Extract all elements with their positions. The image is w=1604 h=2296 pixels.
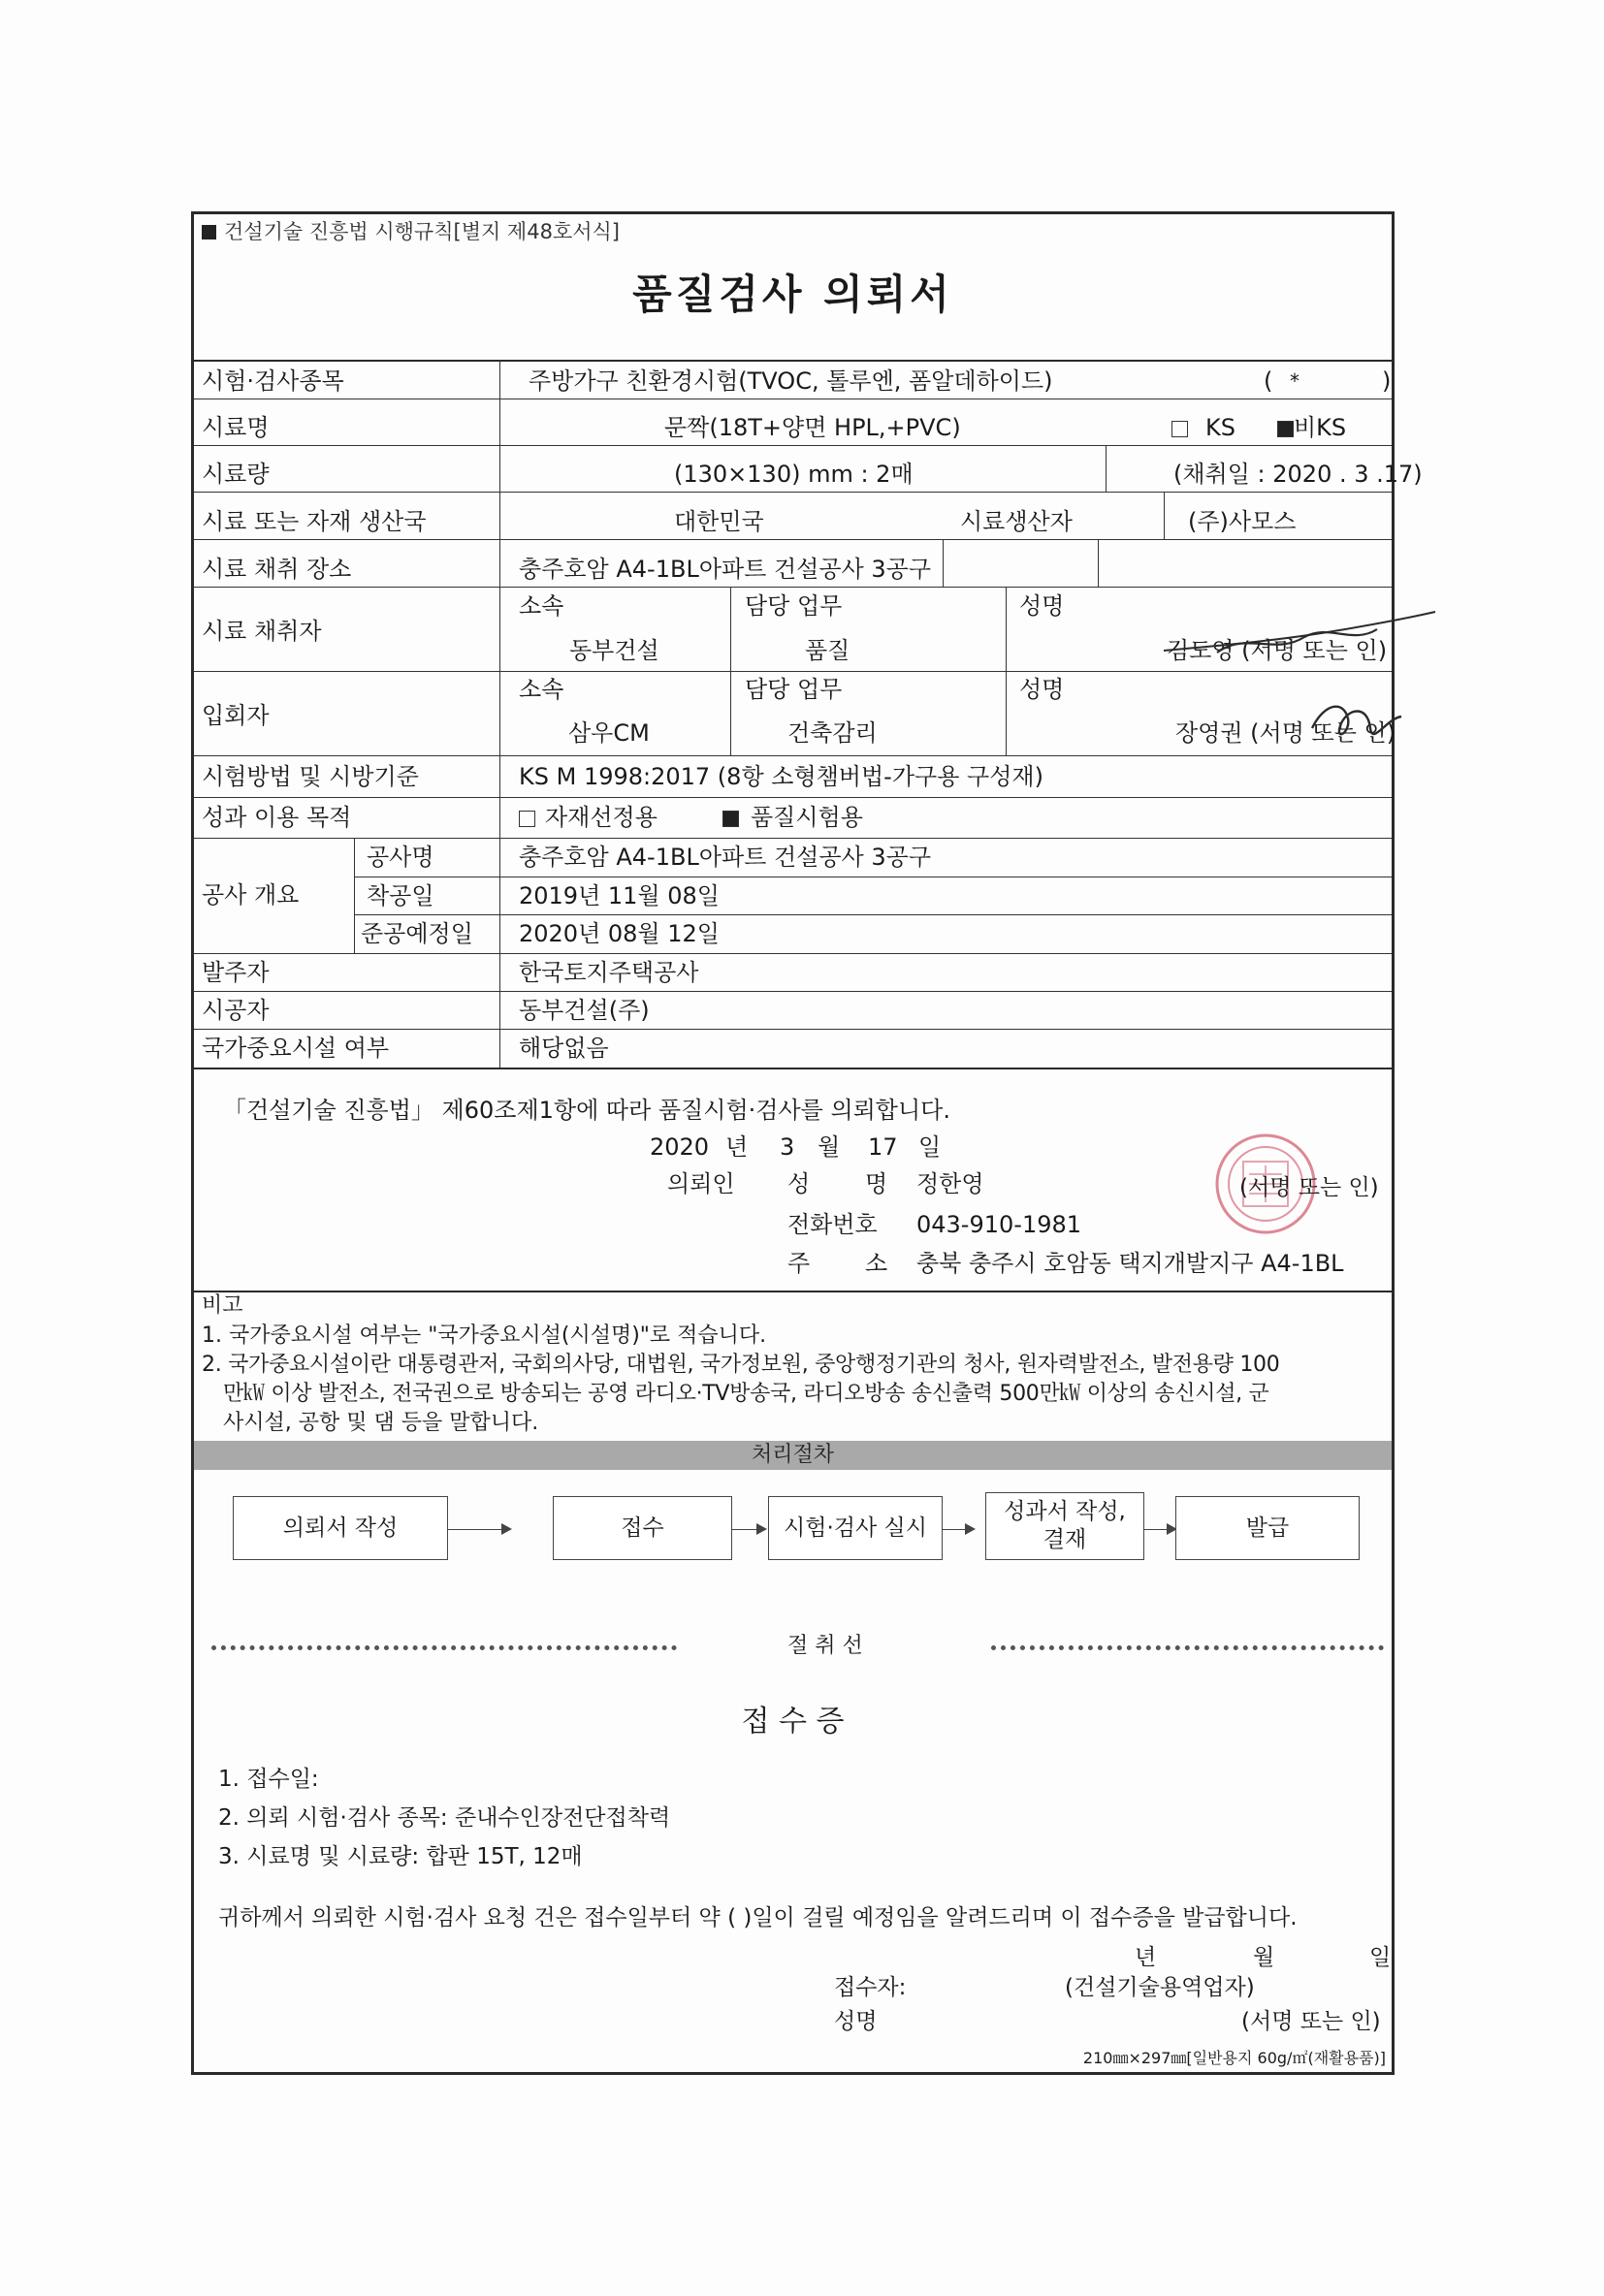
witness-signature <box>1304 689 1411 757</box>
project-name-value: 충주호암 A4-1BL아파트 건설공사 3공구 <box>519 844 932 871</box>
producer-label: 시료생산자 <box>960 508 1073 535</box>
contractor-value: 동부건설(주) <box>519 997 650 1024</box>
ks-text: KS <box>1205 414 1235 441</box>
receipt-notice: 귀하께서 의뢰한 시험·검사 요청 건은 접수일부터 약 ( )일이 걸릴 예정임을 알려드리며 이 접수증을 발급합니다. <box>218 1905 1298 1930</box>
producer-value: (주)사모스 <box>1188 508 1297 535</box>
requester-label: 의뢰인 <box>667 1170 735 1197</box>
sampler-signature <box>1159 602 1440 670</box>
receiver-label: 접수자: <box>834 1975 907 2000</box>
sampler-affil-header: 소속 <box>519 592 564 620</box>
requester-sign: (서명 또는 인) <box>1239 1175 1379 1200</box>
national-label: 국가중요시설 여부 <box>202 1035 390 1062</box>
start-date-value: 2019년 11월 08일 <box>519 882 720 909</box>
material-selection-checkbox[interactable] <box>519 811 535 827</box>
receiver-name-label: 성명 <box>834 2009 878 2034</box>
arrow-right-icon <box>1144 1529 1175 1530</box>
request-month-unit: 월 <box>818 1133 841 1161</box>
law-reference-text: 건설기술 진흥법 시행규칙[별지 제48호서식] <box>224 220 620 243</box>
request-sentence: 「건설기술 진흥법」 제60조제1항에 따라 품질시험·검사를 의뢰합니다. <box>223 1097 950 1124</box>
form-header <box>194 214 1392 362</box>
sample-qty-value: (130×130) mm : 2매 <box>674 461 914 488</box>
end-date-value: 2020년 08월 12일 <box>519 920 720 947</box>
overview-label: 공사 개요 <box>202 881 300 909</box>
step-1-box: 의뢰서 작성 <box>233 1496 448 1560</box>
test-type-paren-open: ( <box>1264 367 1273 395</box>
client-value: 한국토지주택공사 <box>519 959 699 986</box>
receipt-year-unit: 년 <box>1135 1945 1157 1970</box>
purpose-option-2 <box>722 806 863 829</box>
witness-affil: 삼우CM <box>568 719 650 747</box>
sampler-duty-header: 담당 업무 <box>745 592 843 620</box>
witness-affil-header: 소속 <box>519 676 564 703</box>
phone-value: 043-910-1981 <box>916 1211 1082 1238</box>
step-5-box: 발급 <box>1175 1496 1360 1560</box>
receipt-month-unit: 월 <box>1253 1945 1275 1970</box>
step-4-box: 성과서 작성, 결재 <box>985 1492 1144 1560</box>
witness-name-header: 성명 <box>1019 676 1065 703</box>
purpose-label: 성과 이용 목적 <box>202 804 352 831</box>
square-bullet-icon <box>202 225 216 239</box>
purpose-option-2-text: 품질시험용 <box>751 804 863 831</box>
step-2-box: 접수 <box>553 1496 732 1560</box>
origin-label: 시료 또는 자재 생산국 <box>202 508 427 535</box>
remarks-line-1: 1. 국가중요시설 여부는 "국가중요시설(시설명)"로 적습니다. <box>202 1323 767 1348</box>
method-label: 시험방법 및 시방기준 <box>202 763 419 790</box>
receipt-day-unit: 일 <box>1369 1945 1392 1970</box>
project-name-label: 공사명 <box>367 844 434 871</box>
sampler-name-header: 성명 <box>1019 592 1065 620</box>
request-year: 2020 <box>650 1133 710 1161</box>
form-title: 품질검사 의뢰서 <box>632 271 953 318</box>
method-value: KS M 1998:2017 (8항 소형챔버법-가구용 구성재) <box>519 763 1043 790</box>
request-year-unit: 년 <box>725 1133 749 1161</box>
name-label-part2: 명 <box>865 1170 888 1197</box>
arrow-right-icon <box>448 1529 510 1530</box>
address-label-part2: 소 <box>865 1250 888 1277</box>
location-value: 충주호암 A4-1BL아파트 건설공사 3공구 <box>519 556 932 583</box>
remarks-title: 비고 <box>202 1293 243 1318</box>
nonks-option <box>1277 416 1346 439</box>
sampler-label: 시료 채취자 <box>202 618 322 645</box>
address-value: 충북 충주시 호암동 택지개발지구 A4-1BL <box>916 1250 1344 1277</box>
contractor-label: 시공자 <box>202 997 270 1024</box>
witness-duty-header: 담당 업무 <box>745 676 843 703</box>
receipt-item-1: 1. 접수일: <box>218 1767 319 1792</box>
cut-line-label: 절 취 선 <box>787 1634 863 1658</box>
remarks-line-2: 2. 국가중요시설이란 대통령관저, 국회의사당, 대법원, 국가정보원, 중앙행정기관의 청사, 원자력발전소, 발전용량 100 <box>202 1353 1280 1377</box>
law-reference <box>202 216 620 245</box>
national-value: 해당없음 <box>519 1035 609 1062</box>
receipt-item-3: 3. 시료명 및 시료량: 합판 15T, 12매 <box>218 1844 583 1869</box>
remarks-line-3: 만㎾ 이상 발전소, 전국권으로 방송되는 공영 라디오·TV방송국, 라디오방송 송신출력 500만㎾ 이상의 송신시설, 군 <box>223 1382 1269 1406</box>
receiver-sign: (서명 또는 인) <box>1241 2009 1381 2034</box>
address-label-part1: 주 <box>787 1250 811 1277</box>
asterisk-mark: * <box>1290 369 1299 393</box>
cut-line-left <box>211 1645 677 1650</box>
sampler-duty: 품질 <box>805 637 850 664</box>
sampler-affil: 동부건설 <box>569 637 659 664</box>
sampler-name: 김도영 (서명 또는 인) <box>1167 637 1388 664</box>
end-date-label: 준공예정일 <box>361 920 473 947</box>
paper-spec-footer: 210㎜×297㎜[일반용지 60g/㎡(재활용품)] <box>1082 2049 1386 2067</box>
requester-name: 정한영 <box>916 1170 984 1197</box>
request-form <box>191 211 1423 2075</box>
witness-duty: 건축감리 <box>787 719 878 747</box>
nonks-text: 비KS <box>1294 414 1347 441</box>
start-date-label: 착공일 <box>367 882 434 909</box>
purpose-option-1 <box>519 806 658 829</box>
request-day-unit: 일 <box>918 1133 942 1161</box>
purpose-option-1-text: 자재선정용 <box>545 804 658 831</box>
origin-value: 대한민국 <box>674 508 764 535</box>
request-day: 17 <box>868 1133 898 1161</box>
sample-name-value: 문짝(18T+양면 HPL,+PVC) <box>664 414 961 441</box>
test-type-paren-close: ) <box>1382 367 1392 395</box>
arrow-right-icon <box>943 1529 974 1530</box>
ks-option <box>1171 416 1235 439</box>
test-type-label: 시험·검사종목 <box>202 367 344 395</box>
cut-line-right <box>991 1645 1384 1650</box>
witness-label: 입회자 <box>202 702 270 729</box>
process-title: 처리절차 <box>194 1441 1392 1470</box>
quality-test-checkbox[interactable] <box>722 811 739 827</box>
step-3-box: 시험·검사 실시 <box>768 1496 943 1560</box>
phone-label: 전화번호 <box>787 1211 878 1238</box>
sample-qty-label: 시료량 <box>202 461 270 488</box>
receiver-org: (건설기술용역업자) <box>1065 1975 1255 2000</box>
request-month: 3 <box>780 1133 795 1161</box>
test-type-value: 주방가구 친환경시험(TVOC, 톨루엔, 폼알데하이드) <box>529 367 1053 395</box>
ks-checkbox[interactable] <box>1171 421 1188 437</box>
nonks-checkbox[interactable] <box>1277 421 1294 437</box>
receipt-item-2: 2. 의뢰 시험·검사 종목: 준내수인장전단접착력 <box>218 1805 671 1831</box>
location-label: 시료 채취 장소 <box>202 556 352 583</box>
receipt-title: 접 수 증 <box>741 1705 845 1738</box>
remarks-line-4: 사시설, 공항 및 댐 등을 말합니다. <box>223 1411 539 1435</box>
client-label: 발주자 <box>202 959 270 986</box>
arrow-right-icon <box>732 1529 765 1530</box>
witness-name: 장영권 (서명 또는 인) <box>1175 719 1396 747</box>
sample-name-label: 시료명 <box>202 414 270 441</box>
sampling-date: (채취일 : 2020 . 3 .17) <box>1173 461 1423 488</box>
name-label-part1: 성 <box>787 1170 811 1197</box>
